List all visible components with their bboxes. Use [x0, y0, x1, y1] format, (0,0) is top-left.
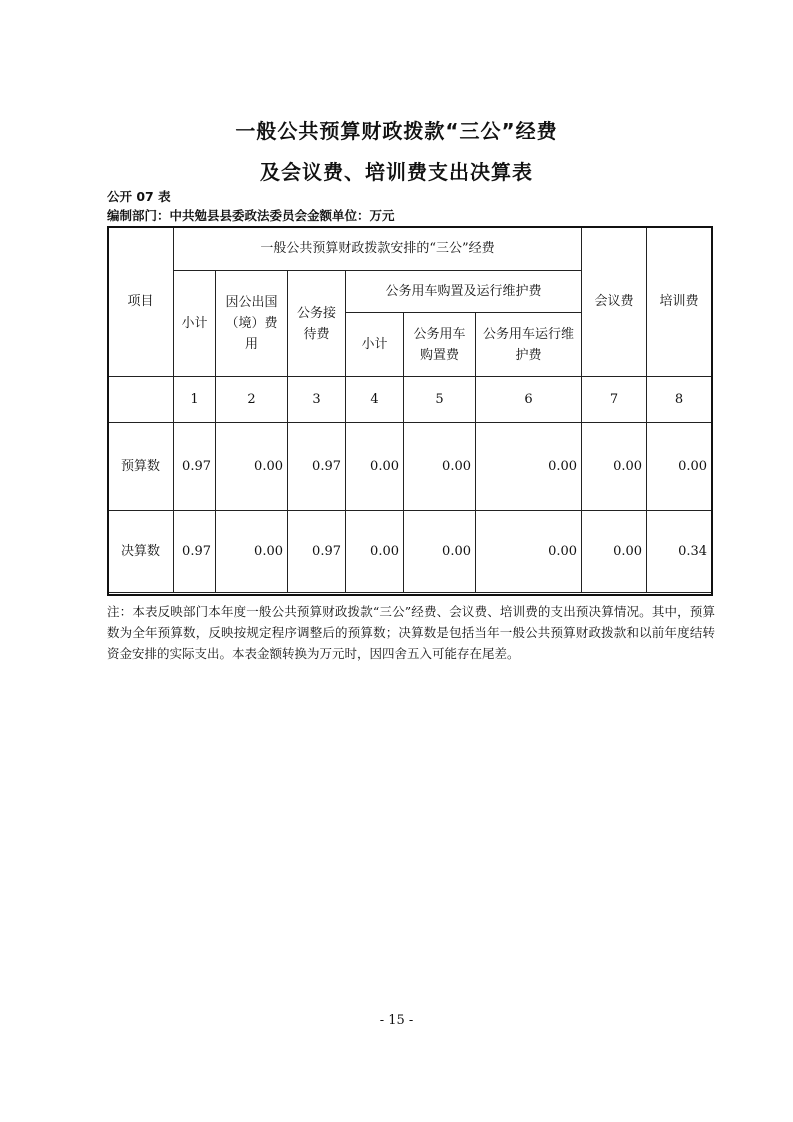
column-number: 5 — [404, 377, 476, 423]
header-sangong: 一般公共预算财政拨款安排的“三公”经费 — [174, 227, 582, 271]
header-meeting: 会议费 — [582, 227, 647, 377]
cell-value: 0.00 — [476, 423, 582, 511]
cell-value: 0.00 — [647, 423, 712, 511]
table-row-final — [108, 511, 712, 593]
header-reception: 公务接待费 — [288, 271, 346, 377]
cell-value: 0.00 — [404, 511, 476, 593]
header-subtotal: 小计 — [174, 271, 216, 377]
cell-value: 0.00 — [476, 511, 582, 593]
cell-value: 0.00 — [582, 423, 647, 511]
cell-value: 0.00 — [404, 423, 476, 511]
column-number-row — [108, 377, 712, 423]
header-vehicle-purchase: 公务用车购置费 — [404, 313, 476, 377]
cell-value: 0.00 — [346, 423, 404, 511]
header-vehicle-group: 公务用车购置及运行维护费 — [346, 271, 582, 313]
column-number: 2 — [216, 377, 288, 423]
header-item: 项目 — [108, 227, 174, 377]
expenditure-table — [107, 226, 712, 593]
column-number: 1 — [174, 377, 216, 423]
table-note: 注：本表反映部门本年度一般公共预算财政拨款“三公”经费、会议费、培训费的支出预决算情况。其中，预算数为全年预算数，反映按规定程序调整后的预算数；决算数是包括当年一般公共预算财政拨款和以前年度结转资金安排的实际支出。本表金额转换为万元时，因四舍五入可能存在尾差。 — [107, 604, 715, 661]
cell-value: 0.00 — [216, 423, 288, 511]
table-row-budget — [108, 423, 712, 511]
cell-value: 0.97 — [174, 423, 216, 511]
header-training: 培训费 — [647, 227, 712, 377]
table-number: 公开 07 表 — [107, 189, 171, 204]
column-number: 4 — [346, 377, 404, 423]
cell-value: 0.34 — [647, 511, 712, 593]
page-number: - 15 - — [379, 1013, 414, 1028]
header-abroad: 因公出国（境）费用 — [216, 271, 288, 377]
cell-value: 0.00 — [346, 511, 404, 593]
document-title-line1: 一般公共预算财政拨款“三公”经费 — [235, 119, 558, 143]
dept-and-unit: 编制部门：中共勉县县委政法委员会金额单位：万元 — [107, 208, 395, 223]
row-label: 决算数 — [108, 511, 174, 593]
header-vehicle-operation: 公务用车运行维护费 — [476, 313, 582, 377]
cell-value: 0.00 — [582, 511, 647, 593]
cell-value: 0.97 — [288, 423, 346, 511]
cell-value: 0.97 — [174, 511, 216, 593]
column-number: 6 — [476, 377, 582, 423]
document-title-line2: 及会议费、培训费支出决算表 — [260, 160, 533, 184]
column-number: 3 — [288, 377, 346, 423]
cell-value: 0.00 — [216, 511, 288, 593]
column-number: 7 — [582, 377, 647, 423]
header-vehicle-subtotal: 小计 — [346, 313, 404, 377]
row-label: 预算数 — [108, 423, 174, 511]
column-number: 8 — [647, 377, 712, 423]
cell-value: 0.97 — [288, 511, 346, 593]
column-number-blank — [108, 377, 174, 423]
